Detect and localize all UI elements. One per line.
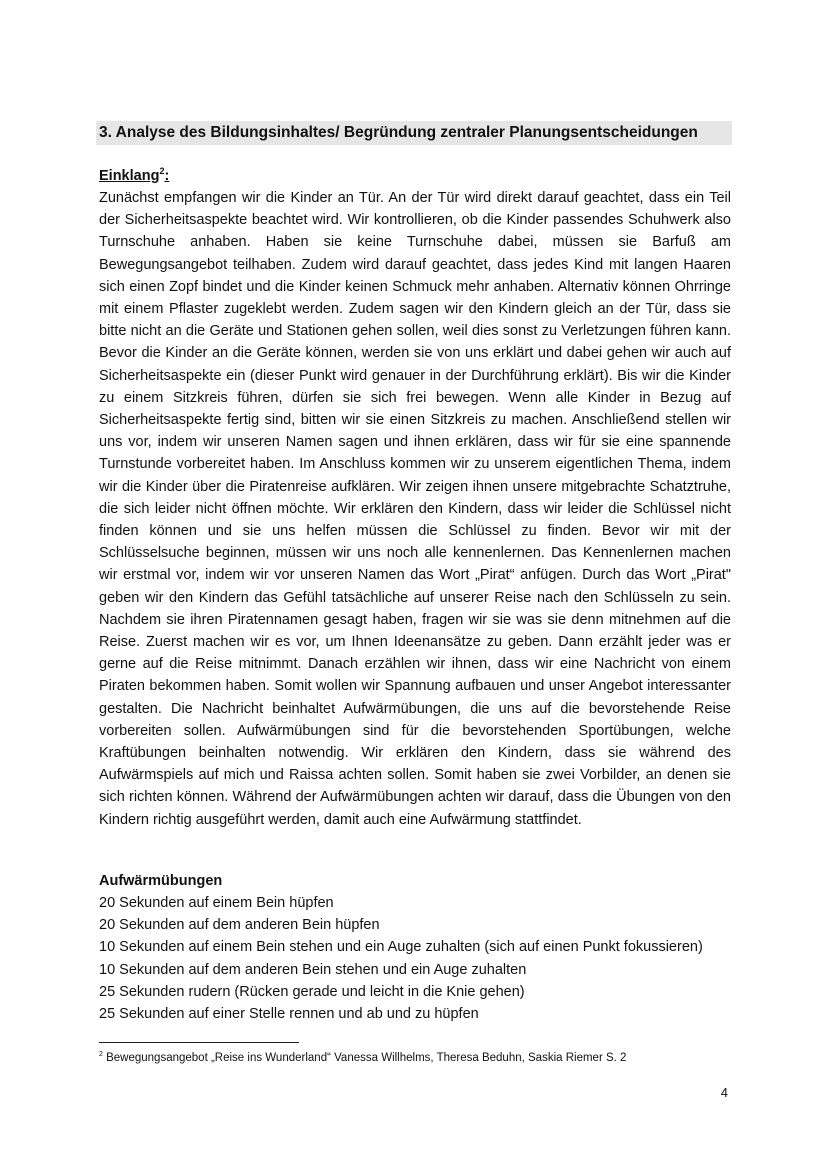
list-item: 10 Sekunden auf einem Bein stehen und ein Auge zuhalten (sich auf einen Punkt fokussieren)	[99, 939, 703, 956]
warmup-list	[99, 892, 731, 1025]
einklang-paragraph: Zunächst empfangen wir die Kinder an Tür. An der Tür wird direkt darauf geachtet, dass ein Teil der Sicherheitsaspekte beachtet wird. Wir kontrollieren, ob die Kinder passendes Schuhwerk also Turnschuhe anhaben. Haben sie keine Turnschuhe dabei, müssen sie Barfuß am Bewegungsangebot teilhaben. Zudem wird darauf geachtet, dass jedes Kind mit langen Haaren sich einen Zopf bindet und die Kinder keinen Schmuck mehr anhaben. Alternativ können Ohrringe mit einem Pflaster zugeklebt werden. Zudem sagen wir den Kindern gleich an der Tür, dass sie bitte nicht an die Geräte und Stationen gehen sollen, weil dies sonst zu Verletzungen führen kann. Bevor die Kinder an die Geräte können, werden sie von uns erklärt und dabei gehen wir auch auf Sicherheitsaspekte ein (dieser Punkt wird genauer in der Durchführung erklärt). Bis wir die Kinder zu einem Sitzkreis führen, dürfen sie sich frei bewegen. Wenn alle Kinder in Bezug auf Sicherheitsaspekte fertig sind, bitten wir sie einen Sitzkreis zu machen. Anschließend stellen wir uns vor, indem wir unseren Namen sagen und ihnen erklären, dass wir für sie eine spannende Turnstunde vorbereitet haben. Im Anschluss kommen wir zu unserem eigentlichen Thema, indem wir die Kinder über die Piratenreise aufklären. Wir zeigen ihnen unsere mitgebrachte Schatztruhe, die sich leider nicht öffnen möchte. Wir erklären den Kindern, dass wir leider die Schlüssel nicht finden können und sie uns helfen müssen die Schlüssel zu finden. Bevor wir mit der Schlüsselsuche beginnen, müssen wir uns noch alle kennenlernen. Das Kennenlernen machen wir erstmal vor, indem wir vor unseren Namen das Wort „Pirat“ anfügen. Durch das Wort „Pirat" geben wir den Kindern das Gefühl tatsächliche auf unserer Reise nach den Schlüsseln zu sein. Nachdem sie ihren Piratennamen gesagt haben, fragen wir sie was sie denn mitnehmen auf die Reise. Zuerst machen wir es vor, um Ihnen Ideenansätze zu geben. Dann erzählt jeder was er gerne auf die Reise mitnimmt. Danach erzählen wir ihnen, dass wir eine Nachricht von einem Piraten bekommen haben. Somit wollen wir Spannung aufbauen und unser Angebot interessanter gestalten. Die Nachricht beinhaltet Aufwärmübungen, die uns auf die bevorstehende Reise vorbereiten sollen. Aufwärmübungen sind für die bevorstehenden Sportübungen, welche Kraftübungen beinhalten notwendig. Wir erklären den Kindern, dass sie während des Aufwärmspiels auf mich und Raissa achten sollen. Somit haben sie zwei Vorbilder, an denen sie sich richten können. Während der Aufwärmübungen achten wir darauf, dass die Übungen von den Kindern richtig ausgeführt werden, damit auch eine Aufwärmung stattfindet.	[99, 190, 731, 828]
list-item: 10 Sekunden auf dem anderen Bein stehen und ein Auge zuhalten	[99, 961, 527, 978]
page-number: 4	[720, 1085, 728, 1100]
list-item: 25 Sekunden auf einer Stelle rennen und ab und zu hüpfen	[99, 1006, 479, 1023]
einklang-heading	[99, 165, 731, 187]
section-heading: 3. Analyse des Bildungsinhaltes/ Begründung zentraler Planungsentscheidungen	[96, 121, 732, 145]
footnote-number: 2	[99, 1051, 103, 1059]
footnote-text: Bewegungsangebot „Reise ins Wunderland“ Vanessa Willhelms, Theresa Beduhn, Saskia Riemer S. 2	[102, 1052, 627, 1064]
warmup-heading: Aufwärmübungen	[99, 873, 223, 889]
footnote	[99, 1050, 626, 1066]
einklang-colon: :	[164, 168, 170, 184]
list-item: 20 Sekunden auf einem Bein hüpfen	[99, 895, 334, 911]
list-item: 25 Sekunden rudern (Rücken gerade und leicht in die Knie gehen)	[99, 983, 525, 1000]
warmup-section	[99, 870, 731, 1025]
footnote-reference: 2	[159, 166, 165, 177]
footnote-divider	[99, 1042, 299, 1043]
einklang-section	[99, 165, 731, 831]
list-item: 20 Sekunden auf dem anderen Bein hüpfen	[99, 917, 380, 934]
einklang-label: Einklang	[99, 168, 160, 184]
